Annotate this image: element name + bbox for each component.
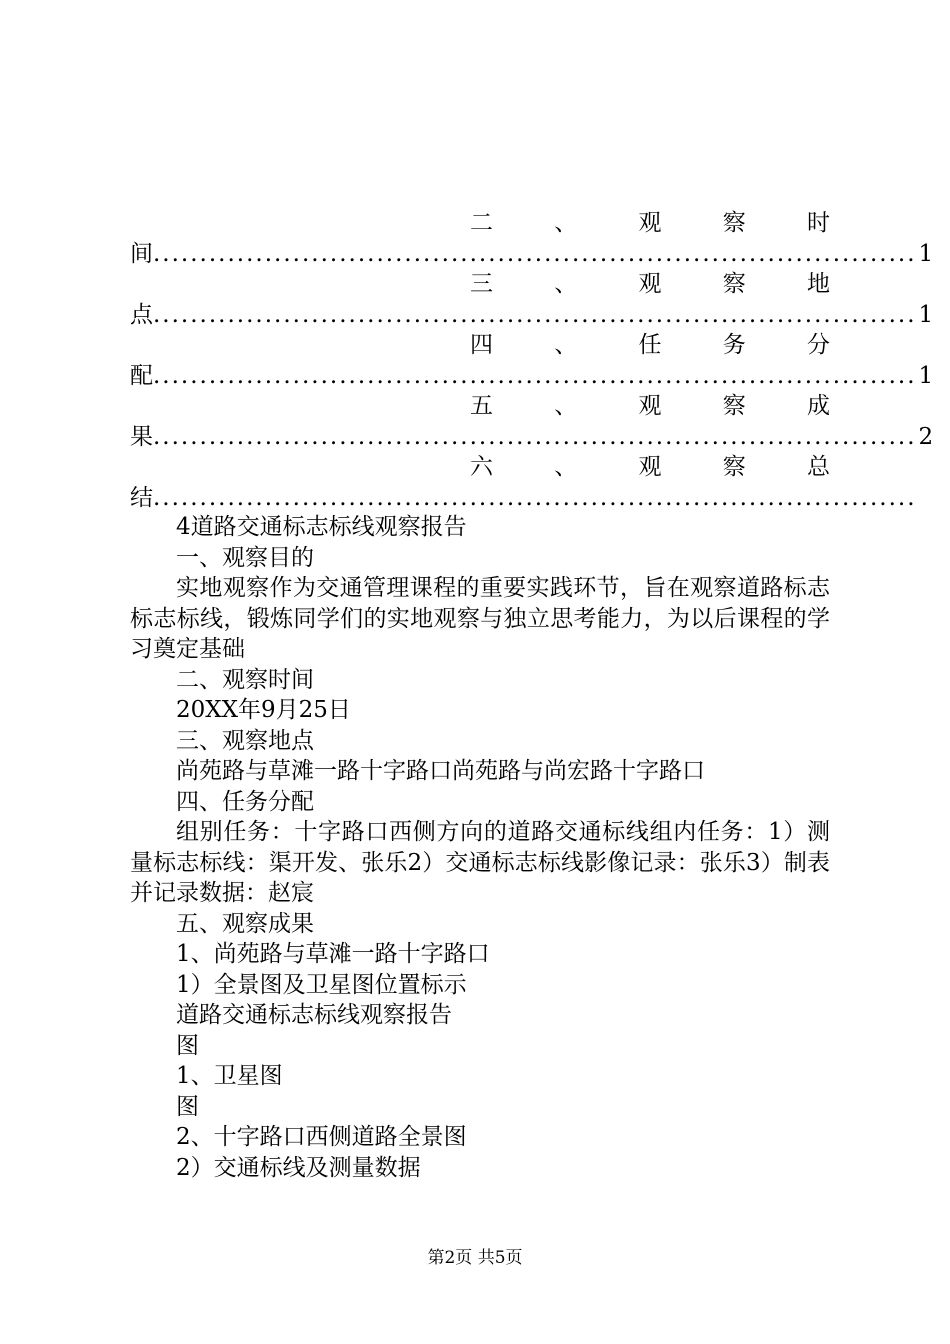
toc-char: 、 (554, 210, 578, 236)
section-heading: 五、观察成果 (176, 910, 314, 937)
toc-tail-char: 结 (130, 485, 153, 511)
toc-char: 五 (470, 393, 493, 419)
toc-char: 察 (722, 210, 746, 236)
toc-char: 察 (722, 393, 746, 419)
paragraph: 2）交通标线及测量数据 (176, 1154, 421, 1181)
toc-char: 、 (554, 332, 578, 358)
toc-entry[interactable] (130, 330, 934, 391)
figure-caption: 1、卫星图 (176, 1063, 283, 1089)
toc-entry-heading (470, 269, 830, 299)
toc-entry[interactable] (130, 452, 917, 513)
toc-tail-char: 间 (130, 241, 153, 267)
toc-char: 二 (470, 210, 493, 236)
toc-entry-heading (470, 452, 830, 482)
section-heading: 四、任务分配 (176, 788, 314, 815)
paragraph: 实地观察作为交通管理课程的重要实践环节，旨在观察道路标志标志标线，锻炼同学们的实地观察与独立思考能力，为以后课程的学习奠定基础 (130, 575, 830, 662)
toc-char: 、 (554, 454, 578, 480)
report-title: 4道路交通标志标线观察报告 (176, 514, 467, 540)
toc-leader-dots: .................................................................................. (153, 424, 917, 450)
toc-char: 四 (470, 332, 493, 358)
toc-char: 观 (638, 393, 662, 419)
toc-entry-tail (130, 300, 934, 330)
toc-leader-dots: .................................................................................. (153, 241, 917, 267)
toc-page-number: 1 (918, 302, 934, 328)
toc-entry-tail (130, 239, 934, 269)
paragraph: 组别任务：十字路口西侧方向的道路交通标线组内任务：1）测量标志标线：渠开发、张乐2）交通标志标线影像记录：张乐3）制表并记录数据：赵宸 (130, 819, 830, 906)
paragraph: 20XX年9月25日 (176, 697, 351, 723)
toc-char: 六 (470, 454, 493, 480)
toc-page-number: 2 (918, 424, 934, 450)
paragraph: 1、尚苑路与草滩一路十字路口 (176, 941, 490, 967)
toc-char: 观 (638, 210, 662, 236)
section-heading: 一、观察目的 (176, 544, 314, 571)
toc-entry-heading (470, 330, 830, 360)
figure-caption: 2、十字路口西侧道路全景图 (176, 1124, 467, 1150)
toc-char: 地 (807, 271, 830, 297)
toc-entry-tail (130, 422, 934, 452)
toc-char: 成 (807, 393, 830, 419)
document-body (130, 512, 830, 1183)
toc-page-number: 1 (918, 241, 934, 267)
toc-char: 任 (638, 332, 662, 358)
toc-tail-char: 果 (130, 424, 153, 450)
toc-char: 务 (722, 332, 746, 358)
toc-char: 察 (722, 454, 746, 480)
toc-char: 总 (807, 454, 830, 480)
toc-char: 分 (807, 332, 830, 358)
toc-entry-heading (470, 391, 830, 421)
paragraph: 尚苑路与草滩一路十字路口尚苑路与尚宏路十字路口 (176, 758, 705, 784)
toc-leader-dots: .................................................................................. (153, 302, 917, 328)
toc-entry-tail (130, 361, 934, 391)
section-heading: 二、观察时间 (176, 666, 314, 693)
paragraph: 图 (176, 1093, 199, 1120)
toc-char: 观 (638, 271, 662, 297)
toc-char: 观 (638, 454, 662, 480)
toc-char: 三 (470, 271, 493, 297)
toc-entry[interactable] (130, 269, 934, 330)
paragraph: 道路交通标志标线观察报告 (176, 1002, 452, 1028)
toc-char: 、 (554, 271, 578, 297)
toc-entry-heading (470, 208, 830, 238)
page-footer: 第2页 共5页 (427, 1248, 523, 1268)
toc-tail-char: 配 (130, 363, 153, 389)
toc-char: 、 (554, 393, 578, 419)
section-heading: 三、观察地点 (176, 727, 314, 754)
toc-char: 察 (722, 271, 746, 297)
toc-entry-tail (130, 483, 917, 513)
toc-page-number: 1 (918, 363, 934, 389)
toc-char: 时 (807, 210, 830, 236)
toc-entry[interactable] (130, 391, 934, 452)
toc-leader-dots: .................................................................................. (153, 485, 917, 511)
table-of-contents (130, 208, 934, 513)
paragraph: 1）全景图及卫星图位置标示 (176, 971, 467, 998)
paragraph: 图 (176, 1032, 199, 1059)
toc-entry[interactable] (130, 208, 934, 269)
toc-tail-char: 点 (130, 302, 153, 328)
toc-leader-dots: .................................................................................. (153, 363, 917, 389)
